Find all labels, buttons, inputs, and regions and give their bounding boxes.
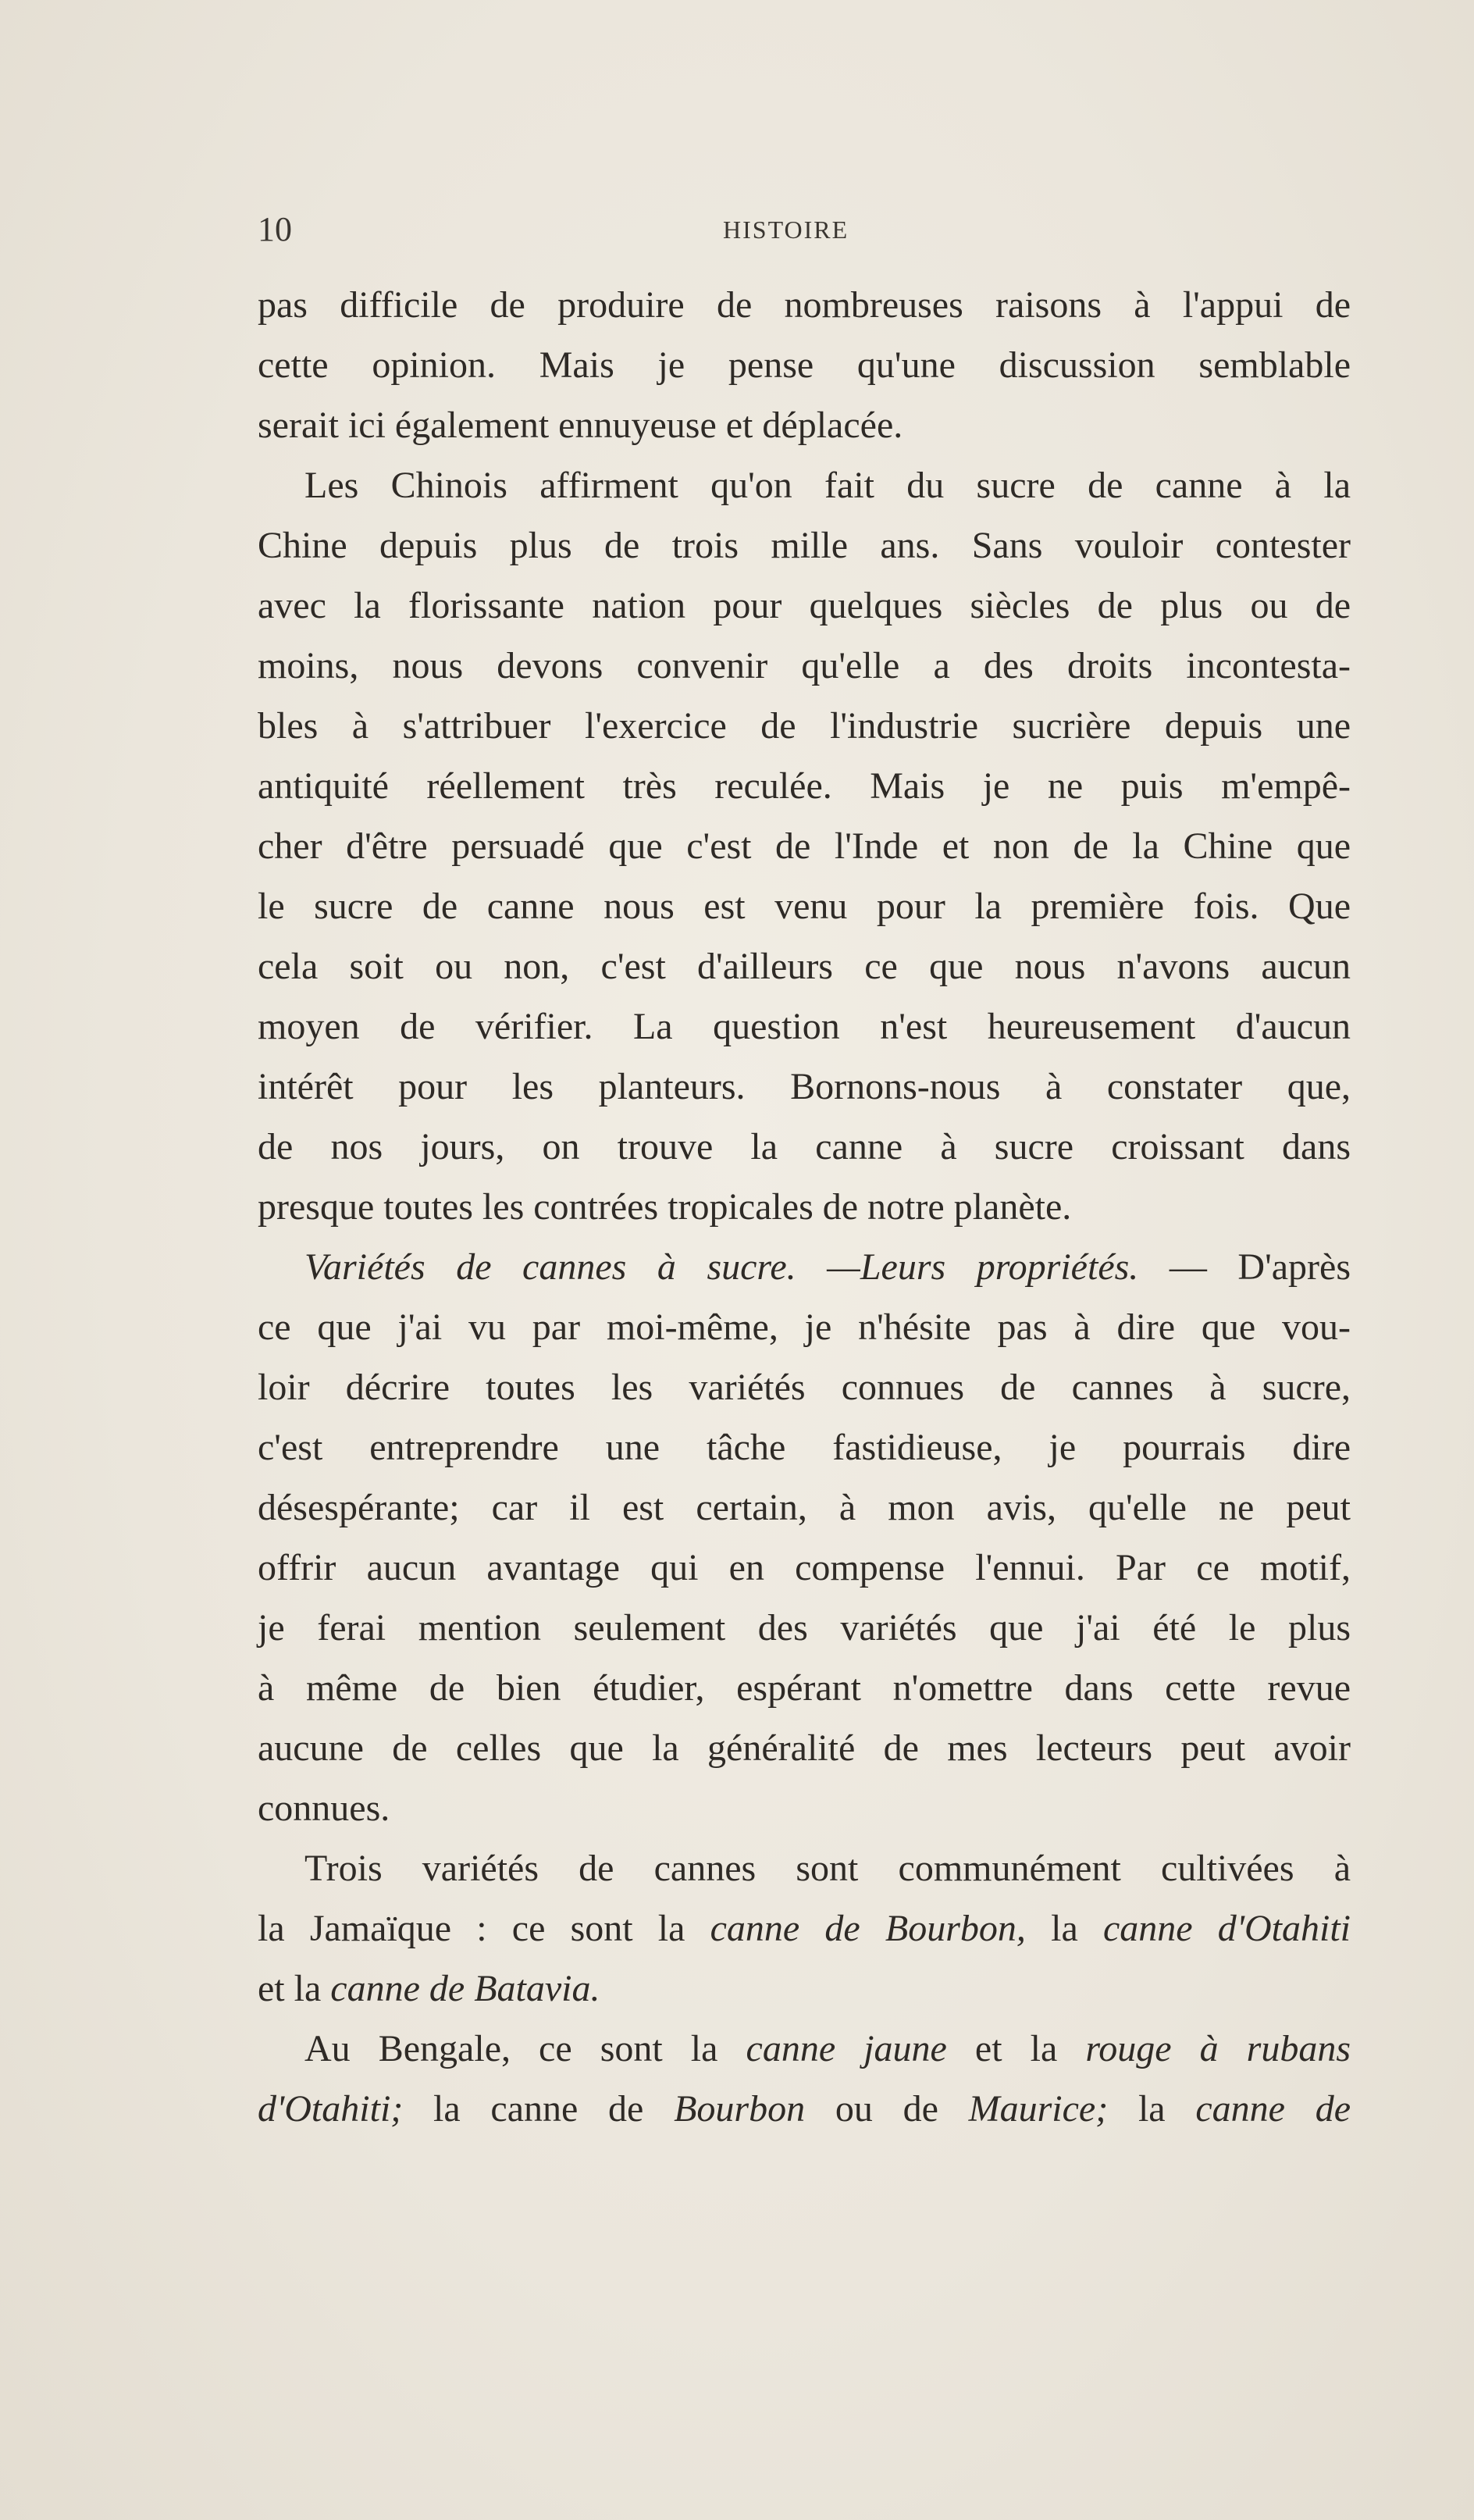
text-line (258, 2019, 1351, 2079)
text-line: intérêt pour les planteurs. Bornons-nous à constater que, (258, 1066, 1351, 1107)
text-line (258, 2079, 1351, 2139)
text-line: presque toutes les contrées tropicales de notre planète. (258, 1186, 1072, 1228)
text-segment: ou de (805, 2088, 969, 2130)
text-segment: et la (258, 1968, 331, 2009)
text-line: le sucre de canne nous est venu pour la première fois. Que (258, 886, 1351, 927)
text-segment: la (1025, 1908, 1103, 1949)
text-line (258, 1898, 1351, 1959)
text-line: moins, nous devons convenir qu'elle a des droits incontesta- (258, 645, 1351, 686)
italic-text-segment: d'Otahiti; (258, 2088, 404, 2130)
italic-text-segment: Variétés de cannes à sucre. —Leurs propriétés. (304, 1246, 1139, 1288)
text-line: antiquité réellement très reculée. Mais je ne puis m'empê- (258, 765, 1351, 807)
italic-text-segment: rouge à rubans (1085, 2028, 1351, 2069)
italic-text-segment: Maurice; (968, 2088, 1109, 2130)
italic-text-segment: canne d'Otahiti (1102, 1908, 1351, 1949)
text-line: Trois variétés de cannes sont communément cultivées à (304, 1848, 1351, 1889)
italic-text-segment: canne jaune (746, 2028, 947, 2069)
page-header (258, 209, 1351, 256)
text-line: serait ici également ennuyeuse et déplacée. (258, 405, 903, 446)
text-line: connues. (258, 1788, 390, 1829)
text-segment: Au Bengale, ce sont la (304, 2028, 746, 2069)
text-line: à même de bien étudier, espérant n'omettre dans cette revue (258, 1667, 1351, 1709)
italic-text-segment: canne de Batavia. (330, 1968, 600, 2009)
body-text (258, 275, 1351, 2139)
text-line: cette opinion. Mais je pense qu'une discussion semblable (258, 344, 1351, 386)
text-line: bles à s'attribuer l'exercice de l'industrie sucrière depuis une (258, 705, 1351, 747)
text-line: moyen de vérifier. La question n'est heureusement d'aucun (258, 1006, 1351, 1047)
text-segment: la canne de (403, 2088, 675, 2130)
text-line: loir décrire toutes les variétés connues de cannes à sucre, (258, 1367, 1351, 1408)
page-number: 10 (258, 210, 292, 248)
text-line: c'est entreprendre une tâche fastidieuse, je pourrais dire (258, 1427, 1351, 1468)
text-line: ce que j'ai vu par moi-même, je n'hésite pas à dire que vou- (258, 1306, 1351, 1348)
text-line: offrir aucun avantage qui en compense l'ennui. Par ce motif, (258, 1547, 1351, 1588)
text-segment: — D'après (1138, 1246, 1351, 1288)
italic-text-segment: canne de Bourbon, (710, 1908, 1026, 1949)
text-line: de nos jours, on trouve la canne à sucre croissant dans (258, 1126, 1351, 1167)
text-line: je ferai mention seulement des variétés que j'ai été le plus (258, 1607, 1351, 1649)
italic-text-segment: Bourbon (674, 2088, 806, 2130)
text-line (258, 1959, 1351, 2019)
text-line: désespérante; car il est certain, à mon avis, qu'elle ne peut (258, 1487, 1351, 1528)
italic-text-segment: canne de (1195, 2088, 1351, 2130)
text-line: pas difficile de produire de nombreuses raisons à l'appui de (258, 284, 1351, 326)
text-segment: la (1108, 2088, 1196, 2130)
text-line: Les Chinois affirment qu'on fait du sucre de canne à la (304, 465, 1351, 506)
text-segment: et la (946, 2028, 1086, 2069)
running-title: HISTOIRE (723, 216, 849, 244)
text-line: cela soit ou non, c'est d'ailleurs ce que nous n'avons aucun (258, 946, 1351, 987)
text-line: Chine depuis plus de trois mille ans. Sans vouloir contester (258, 525, 1351, 566)
text-line (258, 1237, 1351, 1297)
text-line: aucune de celles que la généralité de mes lecteurs peut avoir (258, 1727, 1351, 1769)
text-line: cher d'être persuadé que c'est de l'Inde et non de la Chine que (258, 825, 1351, 867)
text-line: avec la florissante nation pour quelques siècles de plus ou de (258, 585, 1351, 626)
text-segment: la Jamaïque : ce sont la (258, 1908, 710, 1949)
